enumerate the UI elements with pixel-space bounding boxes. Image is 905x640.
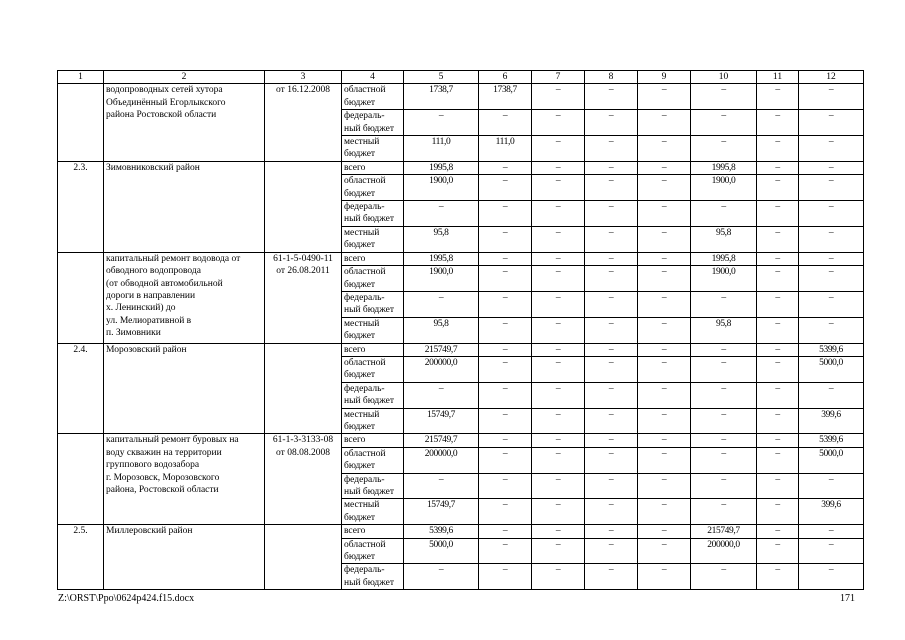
value-col-6-cell: – xyxy=(479,564,532,590)
value-col-9-cell: – xyxy=(638,447,691,473)
value-col-12-cell: – xyxy=(799,201,864,227)
value-col-10-cell: – xyxy=(691,564,757,590)
value-col-7-cell: – xyxy=(532,447,585,473)
value-col-10-cell: – xyxy=(691,356,757,382)
value-col-8-cell: – xyxy=(585,291,638,317)
value-col-12-cell: – xyxy=(799,317,864,343)
value-col-5-cell: 215749,7 xyxy=(404,434,479,447)
value-col-10-cell: – xyxy=(691,110,757,136)
footer-file-path: Z:\ORST\Ppo\0624p424.f15.docx xyxy=(58,593,195,604)
funding-source-cell: местный бюджет xyxy=(342,317,404,343)
value-col-11-cell: – xyxy=(757,382,799,408)
column-number-5: 5 xyxy=(404,71,479,84)
value-col-8-cell: – xyxy=(585,499,638,525)
value-col-9-cell: – xyxy=(638,317,691,343)
value-col-8-cell: – xyxy=(585,84,638,110)
value-col-6-cell: – xyxy=(479,110,532,136)
value-col-7-cell: – xyxy=(532,434,585,447)
value-col-12-cell: – xyxy=(799,110,864,136)
object-name-cell: Морозовский район xyxy=(104,343,265,434)
value-col-11-cell: – xyxy=(757,110,799,136)
value-col-9-cell: – xyxy=(638,525,691,538)
value-col-7-cell: – xyxy=(532,356,585,382)
row-2-3-total xyxy=(58,161,864,174)
value-col-11-cell: – xyxy=(757,175,799,201)
value-col-7-cell: – xyxy=(532,110,585,136)
value-col-7-cell: – xyxy=(532,226,585,252)
value-col-6-cell: – xyxy=(479,538,532,564)
value-col-6-cell: – xyxy=(479,382,532,408)
value-col-5-cell: 200000,0 xyxy=(404,356,479,382)
row-number-cell xyxy=(58,252,104,343)
value-col-6-cell: – xyxy=(479,161,532,174)
row-number-cell: 2.5. xyxy=(58,525,104,590)
footer-page-number: 171 xyxy=(840,593,855,604)
funding-source-cell: федераль- ный бюджет xyxy=(342,382,404,408)
value-col-7-cell: – xyxy=(532,408,585,434)
funding-source-cell: всего xyxy=(342,525,404,538)
funding-source-cell: областной бюджет xyxy=(342,447,404,473)
value-col-8-cell: – xyxy=(585,266,638,292)
value-col-6-cell: – xyxy=(479,266,532,292)
value-col-8-cell: – xyxy=(585,201,638,227)
value-col-6-cell: – xyxy=(479,356,532,382)
value-col-12-cell: – xyxy=(799,382,864,408)
value-col-8-cell: – xyxy=(585,317,638,343)
value-col-10-cell: 1900,0 xyxy=(691,266,757,292)
value-col-11-cell: – xyxy=(757,447,799,473)
value-col-9-cell: – xyxy=(638,84,691,110)
value-col-9-cell: – xyxy=(638,266,691,292)
value-col-11-cell: – xyxy=(757,434,799,447)
value-col-12-cell: – xyxy=(799,291,864,317)
value-col-11-cell: – xyxy=(757,317,799,343)
value-col-7-cell: – xyxy=(532,266,585,292)
row-number-cell: 2.3. xyxy=(58,161,104,252)
value-col-11-cell: – xyxy=(757,564,799,590)
column-number-1: 1 xyxy=(58,71,104,84)
value-col-12-cell: – xyxy=(799,226,864,252)
value-col-5-cell: – xyxy=(404,473,479,499)
value-col-8-cell: – xyxy=(585,538,638,564)
funding-source-cell: федераль- ный бюджет xyxy=(342,201,404,227)
column-number-7: 7 xyxy=(532,71,585,84)
funding-source-cell: областной бюджет xyxy=(342,538,404,564)
column-number-2: 2 xyxy=(104,71,265,84)
value-col-5-cell: – xyxy=(404,382,479,408)
value-col-7-cell: – xyxy=(532,175,585,201)
value-col-11-cell: – xyxy=(757,266,799,292)
value-col-11-cell: – xyxy=(757,343,799,356)
value-col-10-cell: – xyxy=(691,136,757,162)
row-2-3-project-total xyxy=(58,252,864,265)
value-col-7-cell: – xyxy=(532,499,585,525)
value-col-7-cell: – xyxy=(532,564,585,590)
value-col-6-cell: – xyxy=(479,434,532,447)
value-col-5-cell: 95,8 xyxy=(404,317,479,343)
document-ref-cell: от 16.12.2008 xyxy=(265,84,342,161)
row-number-cell xyxy=(58,434,104,525)
column-number-row xyxy=(58,71,864,84)
document-ref-cell: 61-1-5-0490-11 от 26.08.2011 xyxy=(265,252,342,343)
object-name-cell: водопроводных сетей хутора Объединённый Егорлыкского района Ростовской области xyxy=(104,84,265,161)
value-col-10-cell: – xyxy=(691,408,757,434)
value-col-12-cell: – xyxy=(799,161,864,174)
value-col-5-cell: – xyxy=(404,201,479,227)
value-col-5-cell: 1900,0 xyxy=(404,175,479,201)
value-col-5-cell: 1995,8 xyxy=(404,252,479,265)
value-col-11-cell: – xyxy=(757,473,799,499)
value-col-11-cell: – xyxy=(757,161,799,174)
value-col-12-cell: 399,6 xyxy=(799,408,864,434)
value-col-10-cell: 215749,7 xyxy=(691,525,757,538)
value-col-5-cell: 5000,0 xyxy=(404,538,479,564)
value-col-6-cell: – xyxy=(479,525,532,538)
value-col-10-cell: – xyxy=(691,291,757,317)
value-col-7-cell: – xyxy=(532,473,585,499)
value-col-10-cell: – xyxy=(691,343,757,356)
value-col-9-cell: – xyxy=(638,161,691,174)
value-col-8-cell: – xyxy=(585,525,638,538)
value-col-6-cell: – xyxy=(479,317,532,343)
value-col-9-cell: – xyxy=(638,499,691,525)
value-col-12-cell: – xyxy=(799,564,864,590)
value-col-7-cell: – xyxy=(532,382,585,408)
value-col-10-cell: 95,8 xyxy=(691,317,757,343)
value-col-11-cell: – xyxy=(757,201,799,227)
value-col-6-cell: – xyxy=(479,408,532,434)
value-col-6-cell: – xyxy=(479,291,532,317)
object-name-cell: капитальный ремонт буровых на воду скважин на территории группового водозабора г. Морозовск, Морозовского района, Ростовской области xyxy=(104,434,265,525)
object-name-cell: Зимовниковский район xyxy=(104,161,265,252)
value-col-8-cell: – xyxy=(585,473,638,499)
value-col-8-cell: – xyxy=(585,447,638,473)
value-col-11-cell: – xyxy=(757,356,799,382)
value-col-11-cell: – xyxy=(757,84,799,110)
value-col-6-cell: – xyxy=(479,343,532,356)
value-col-12-cell: 399,6 xyxy=(799,499,864,525)
value-col-9-cell: – xyxy=(638,226,691,252)
value-col-6-cell: 1738,7 xyxy=(479,84,532,110)
value-col-10-cell: 95,8 xyxy=(691,226,757,252)
funding-source-cell: всего xyxy=(342,434,404,447)
value-col-5-cell: 215749,7 xyxy=(404,343,479,356)
row-section-2-2-cont-oblast xyxy=(58,84,864,110)
document-ref-cell: 61-1-3-3133-08 от 08.08.2008 xyxy=(265,434,342,525)
funding-source-cell: федераль- ный бюджет xyxy=(342,110,404,136)
funding-source-cell: федераль- ный бюджет xyxy=(342,291,404,317)
value-col-5-cell: 5399,6 xyxy=(404,525,479,538)
value-col-10-cell: 1995,8 xyxy=(691,161,757,174)
value-col-12-cell: – xyxy=(799,84,864,110)
value-col-7-cell: – xyxy=(532,343,585,356)
value-col-5-cell: 15749,7 xyxy=(404,499,479,525)
funding-source-cell: областной бюджет xyxy=(342,356,404,382)
funding-source-cell: федераль- ный бюджет xyxy=(342,473,404,499)
value-col-5-cell: 1900,0 xyxy=(404,266,479,292)
document-ref-cell xyxy=(265,161,342,252)
column-number-9: 9 xyxy=(638,71,691,84)
value-col-9-cell: – xyxy=(638,343,691,356)
value-col-5-cell: 1738,7 xyxy=(404,84,479,110)
value-col-5-cell: 1995,8 xyxy=(404,161,479,174)
value-col-8-cell: – xyxy=(585,343,638,356)
value-col-10-cell: – xyxy=(691,84,757,110)
value-col-11-cell: – xyxy=(757,538,799,564)
value-col-12-cell: – xyxy=(799,473,864,499)
value-col-7-cell: – xyxy=(532,525,585,538)
row-2-5-total xyxy=(58,525,864,538)
value-col-12-cell: – xyxy=(799,266,864,292)
funding-source-cell: местный бюджет xyxy=(342,499,404,525)
row-number-cell: 2.4. xyxy=(58,343,104,434)
value-col-11-cell: – xyxy=(757,291,799,317)
value-col-7-cell: – xyxy=(532,538,585,564)
funding-source-cell: областной бюджет xyxy=(342,266,404,292)
value-col-12-cell: 5000,0 xyxy=(799,447,864,473)
value-col-12-cell: – xyxy=(799,525,864,538)
value-col-10-cell: 200000,0 xyxy=(691,538,757,564)
value-col-10-cell: – xyxy=(691,447,757,473)
value-col-6-cell: – xyxy=(479,473,532,499)
document-ref-cell xyxy=(265,343,342,434)
value-col-7-cell: – xyxy=(532,317,585,343)
value-col-5-cell: 95,8 xyxy=(404,226,479,252)
value-col-12-cell: – xyxy=(799,175,864,201)
value-col-7-cell: – xyxy=(532,201,585,227)
value-col-10-cell: – xyxy=(691,434,757,447)
value-col-9-cell: – xyxy=(638,564,691,590)
value-col-12-cell: 5000,0 xyxy=(799,356,864,382)
value-col-8-cell: – xyxy=(585,252,638,265)
funding-source-cell: местный бюджет xyxy=(342,408,404,434)
value-col-8-cell: – xyxy=(585,382,638,408)
funding-source-cell: всего xyxy=(342,161,404,174)
row-2-4-total xyxy=(58,343,864,356)
value-col-12-cell: – xyxy=(799,252,864,265)
value-col-10-cell: – xyxy=(691,473,757,499)
value-col-9-cell: – xyxy=(638,136,691,162)
value-col-9-cell: – xyxy=(638,434,691,447)
value-col-12-cell: – xyxy=(799,538,864,564)
value-col-9-cell: – xyxy=(638,291,691,317)
column-number-10: 10 xyxy=(691,71,757,84)
document-ref-cell xyxy=(265,525,342,590)
funding-source-cell: федераль- ный бюджет xyxy=(342,564,404,590)
value-col-9-cell: – xyxy=(638,382,691,408)
funding-source-cell: местный бюджет xyxy=(342,226,404,252)
value-col-7-cell: – xyxy=(532,84,585,110)
value-col-5-cell: – xyxy=(404,564,479,590)
value-col-7-cell: – xyxy=(532,136,585,162)
value-col-6-cell: – xyxy=(479,226,532,252)
value-col-9-cell: – xyxy=(638,538,691,564)
funding-source-cell: местный бюджет xyxy=(342,136,404,162)
value-col-8-cell: – xyxy=(585,564,638,590)
value-col-12-cell: – xyxy=(799,136,864,162)
table-body xyxy=(58,71,864,590)
value-col-6-cell: – xyxy=(479,201,532,227)
value-col-8-cell: – xyxy=(585,136,638,162)
value-col-11-cell: – xyxy=(757,136,799,162)
value-col-8-cell: – xyxy=(585,226,638,252)
value-col-9-cell: – xyxy=(638,408,691,434)
value-col-9-cell: – xyxy=(638,175,691,201)
value-col-5-cell: 111,0 xyxy=(404,136,479,162)
value-col-8-cell: – xyxy=(585,161,638,174)
value-col-9-cell: – xyxy=(638,110,691,136)
row-number-cell xyxy=(58,84,104,161)
value-col-10-cell: – xyxy=(691,201,757,227)
object-name-cell: Миллеровский район xyxy=(104,525,265,590)
value-col-6-cell: 111,0 xyxy=(479,136,532,162)
value-col-7-cell: – xyxy=(532,161,585,174)
value-col-7-cell: – xyxy=(532,291,585,317)
value-col-8-cell: – xyxy=(585,434,638,447)
value-col-11-cell: – xyxy=(757,525,799,538)
value-col-6-cell: – xyxy=(479,499,532,525)
value-col-6-cell: – xyxy=(479,447,532,473)
value-col-8-cell: – xyxy=(585,356,638,382)
column-number-8: 8 xyxy=(585,71,638,84)
value-col-6-cell: – xyxy=(479,175,532,201)
value-col-8-cell: – xyxy=(585,110,638,136)
column-number-12: 12 xyxy=(799,71,864,84)
value-col-8-cell: – xyxy=(585,408,638,434)
column-number-4: 4 xyxy=(342,71,404,84)
column-number-3: 3 xyxy=(265,71,342,84)
value-col-5-cell: – xyxy=(404,291,479,317)
funding-source-cell: всего xyxy=(342,343,404,356)
value-col-11-cell: – xyxy=(757,226,799,252)
value-col-11-cell: – xyxy=(757,408,799,434)
object-name-cell: капитальный ремонт водовода от обводного водопровода (от обводной автомобильной дороги в направлении х. Ленинский) до ул. Мелиоративной в п. Зимовники xyxy=(104,252,265,343)
value-col-10-cell: 1900,0 xyxy=(691,175,757,201)
value-col-11-cell: – xyxy=(757,499,799,525)
row-2-4-project-total xyxy=(58,434,864,447)
funding-table xyxy=(57,70,864,590)
value-col-11-cell: – xyxy=(757,252,799,265)
value-col-10-cell: 1995,8 xyxy=(691,252,757,265)
value-col-5-cell: – xyxy=(404,110,479,136)
column-number-6: 6 xyxy=(479,71,532,84)
value-col-5-cell: 15749,7 xyxy=(404,408,479,434)
funding-source-cell: областной бюджет xyxy=(342,175,404,201)
value-col-10-cell: – xyxy=(691,499,757,525)
value-col-10-cell: – xyxy=(691,382,757,408)
value-col-9-cell: – xyxy=(638,252,691,265)
value-col-9-cell: – xyxy=(638,356,691,382)
value-col-9-cell: – xyxy=(638,473,691,499)
value-col-6-cell: – xyxy=(479,252,532,265)
value-col-12-cell: 5399,6 xyxy=(799,434,864,447)
column-number-11: 11 xyxy=(757,71,799,84)
value-col-7-cell: – xyxy=(532,252,585,265)
funding-source-cell: всего xyxy=(342,252,404,265)
funding-source-cell: областной бюджет xyxy=(342,84,404,110)
value-col-8-cell: – xyxy=(585,175,638,201)
value-col-5-cell: 200000,0 xyxy=(404,447,479,473)
value-col-12-cell: 5399,6 xyxy=(799,343,864,356)
value-col-9-cell: – xyxy=(638,201,691,227)
